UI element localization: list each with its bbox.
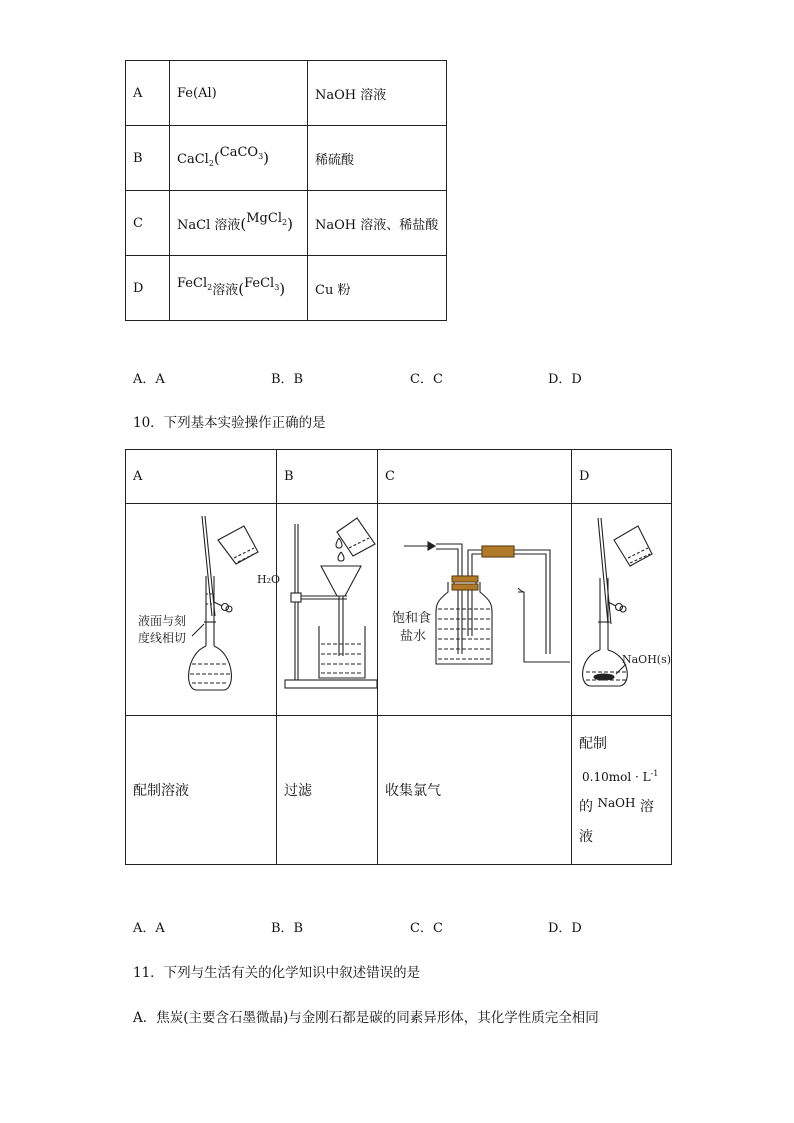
substance-impurity (244, 276, 279, 291)
c-note-line1: 饱和食 (392, 611, 432, 626)
reagent-cell: 稀硫酸 (308, 126, 447, 191)
header-c: C (378, 450, 572, 504)
caption-d-post: 溶 (639, 798, 654, 815)
h2o-label: H₂O (257, 573, 281, 586)
formula-main: CaCl (177, 152, 209, 167)
caption-b: 过滤 (277, 716, 378, 865)
option-a[interactable]: A．A (133, 921, 165, 936)
substance-cell (170, 61, 308, 126)
reagent-cell: NaOH 溶液、稀盐酸 (308, 191, 447, 256)
table-row (126, 126, 447, 191)
formula-impurity: MgCl (246, 210, 282, 226)
header-a: A (126, 450, 277, 504)
option-c[interactable]: C．C (410, 921, 443, 936)
figure-cell-c (378, 504, 572, 716)
formula-suffix: 溶液 (212, 282, 239, 298)
caption-d-line2 (579, 759, 671, 792)
a-note-line2: 度线相切 (138, 631, 187, 645)
q11-option-a[interactable]: A．焦炭(主要含石墨微晶)与金刚石都是碳的同素异形体，其化学性质完全相同 (133, 1010, 599, 1026)
caption-a: 配制溶液 (126, 716, 277, 865)
filtration-diagram (277, 504, 377, 715)
table-row (126, 716, 672, 865)
caption-d-line4: 液 (579, 828, 593, 845)
header-d: D (572, 450, 672, 504)
concentration-text: 0.10mol · L (582, 769, 651, 784)
substance-cell: NaCl 溶液(MgCl$_2$) (170, 191, 308, 256)
flask-naoh-diagram (572, 504, 671, 715)
header-b: B (277, 450, 378, 504)
caption-d (572, 716, 672, 865)
naoh-solid-label: NaOH(s) (622, 653, 672, 666)
q10-stem: 10．下列基本实验操作正确的是 (133, 415, 326, 431)
q10-options (133, 917, 633, 937)
substance-main (177, 276, 212, 291)
formula-main: NaCl 溶液 (177, 217, 241, 233)
table-row (126, 450, 672, 504)
substance-text: Fe(Al) (177, 85, 217, 101)
caption-d-line3 (579, 792, 671, 822)
substance-cell: FeCl$_2$溶液(FeCl$_3$) (170, 256, 308, 321)
substance-main (177, 152, 214, 167)
figure-cell-d (572, 504, 672, 716)
q11-stem: 11．下列与生活有关的化学知识中叙述错误的是 (133, 965, 421, 981)
option-b[interactable]: B．B (271, 921, 304, 936)
substance-impurity (246, 211, 287, 226)
caption-d-chem: NaOH (597, 795, 636, 810)
q9-options (133, 368, 633, 388)
q9-table (125, 60, 447, 321)
formula-subscript: 2 (281, 217, 288, 227)
option-c[interactable]: C．C (410, 372, 443, 387)
row-label: A (126, 61, 170, 126)
table-row (126, 61, 447, 126)
volumetric-flask-diagram (126, 504, 281, 715)
row-label: D (126, 256, 170, 321)
formula-impurity: FeCl (244, 275, 275, 291)
formula-subscript: 3 (258, 152, 264, 161)
a-note-line1: 液面与刻 (138, 614, 187, 628)
figure-cell-b (277, 504, 378, 716)
formula-subscript: 2 (208, 159, 214, 168)
reagent-cell: NaOH 溶液 (308, 61, 447, 126)
caption-d-line1: 配制 (579, 735, 607, 752)
q10-table (125, 449, 672, 865)
table-row (126, 504, 672, 716)
formula-subscript: 3 (274, 282, 280, 292)
option-a[interactable]: A．A (133, 372, 165, 387)
table-row (126, 191, 447, 256)
substance-cell: CaCl$_2$(CaCO$_3$) (170, 126, 308, 191)
reagent-cell: Cu 粉 (308, 256, 447, 321)
gas-collection-diagram (378, 504, 571, 715)
row-label: B (126, 126, 170, 191)
formula-main: FeCl (177, 275, 208, 291)
table-row (126, 256, 447, 321)
formula-impurity: CaCO (219, 145, 259, 160)
row-label: C (126, 191, 170, 256)
c-note-line2: 盐水 (400, 629, 427, 644)
caption-d-pre: 的 (579, 798, 593, 815)
caption-c: 收集氯气 (378, 716, 572, 865)
substance-impurity (220, 145, 263, 160)
figure-cell-a (126, 504, 281, 716)
formula-subscript: 2 (207, 282, 213, 292)
option-d[interactable]: D．D (548, 372, 582, 387)
option-b[interactable]: B．B (271, 372, 304, 387)
option-d[interactable]: D．D (548, 921, 582, 936)
concentration-sup: -1 (650, 768, 659, 778)
